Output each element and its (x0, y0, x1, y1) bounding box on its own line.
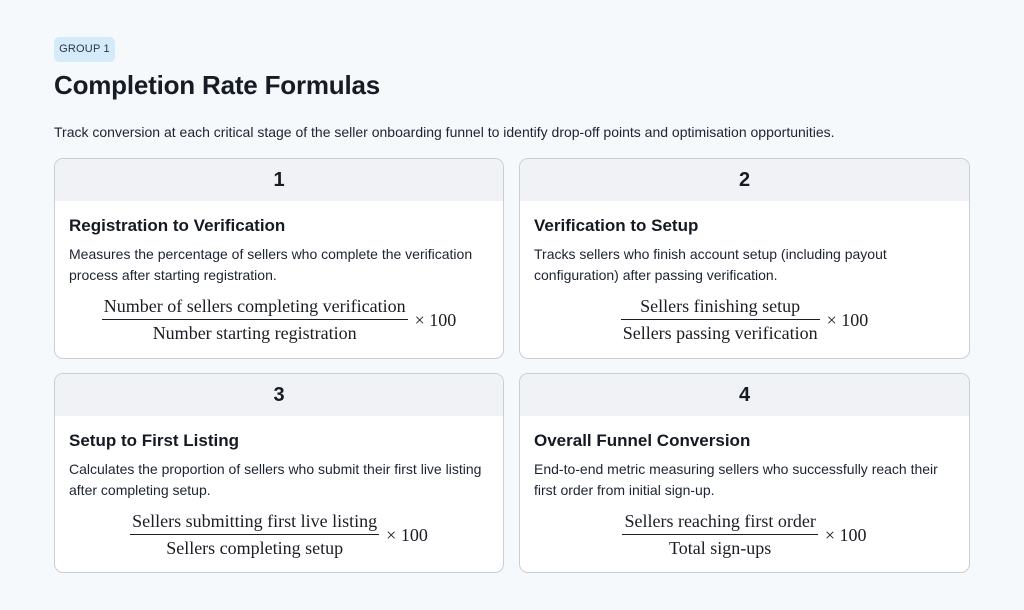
fraction-bar (621, 319, 820, 320)
fraction-bar (622, 534, 817, 535)
card-description: Calculates the proportion of sellers who submit their first live listing after completing setup. (69, 461, 482, 498)
formula (55, 296, 503, 344)
fraction-bar (130, 534, 379, 535)
card-title: Setup to First Listing (69, 431, 239, 450)
formula-card-4 (519, 373, 970, 573)
formula-multiplier: × 100 (824, 524, 867, 545)
formula-multiplier: × 100 (386, 524, 428, 545)
formula-numerator: Number of sellers completing verification (103, 296, 406, 316)
card-title: Verification to Setup (534, 216, 699, 235)
card-description: Measures the percentage of sellers who complete the verification process after starting registration. (69, 246, 473, 283)
card-title: Overall Funnel Conversion (534, 431, 751, 450)
formula-multiplier: × 100 (414, 309, 457, 330)
fraction (130, 511, 379, 559)
formula-card-1 (54, 158, 504, 359)
formula-numerator: Sellers submitting first live listing (132, 511, 378, 531)
page-description: Track conversion at each critical stage of the seller onboarding funnel to identify drop-off points and optimisation opportunities. (54, 124, 835, 140)
card-title: Registration to Verification (69, 216, 286, 235)
fraction (102, 296, 408, 344)
formula-card-2 (519, 158, 970, 359)
formula-denominator: Number starting registration (152, 323, 357, 344)
fraction (622, 511, 817, 559)
formula (55, 511, 503, 559)
formula (520, 296, 969, 344)
formula-denominator: Sellers passing verification (622, 323, 818, 344)
page-title: Completion Rate Formulas (54, 70, 381, 100)
fraction (621, 296, 820, 344)
fraction-bar (102, 319, 408, 320)
card-number: 4 (520, 374, 969, 416)
formula-card-grid (54, 158, 970, 573)
formula (520, 511, 969, 559)
group-badge: GROUP 1 (54, 37, 115, 62)
card-number: 2 (520, 159, 969, 201)
formula-multiplier: × 100 (826, 309, 869, 330)
formula-denominator: Sellers completing setup (166, 538, 344, 559)
card-description: End-to-end metric measuring sellers who successfully reach their first order from initial sign-up. (534, 461, 938, 498)
card-number: 3 (55, 374, 503, 416)
formula-numerator: Sellers finishing setup (640, 296, 801, 316)
formula-denominator: Total sign-ups (669, 538, 772, 559)
card-number: 1 (55, 159, 503, 201)
formula-card-3 (54, 373, 504, 573)
card-description: Tracks sellers who finish account setup (including payout configuration) after passing verification. (534, 246, 887, 283)
formula-numerator: Sellers reaching first order (624, 511, 816, 531)
